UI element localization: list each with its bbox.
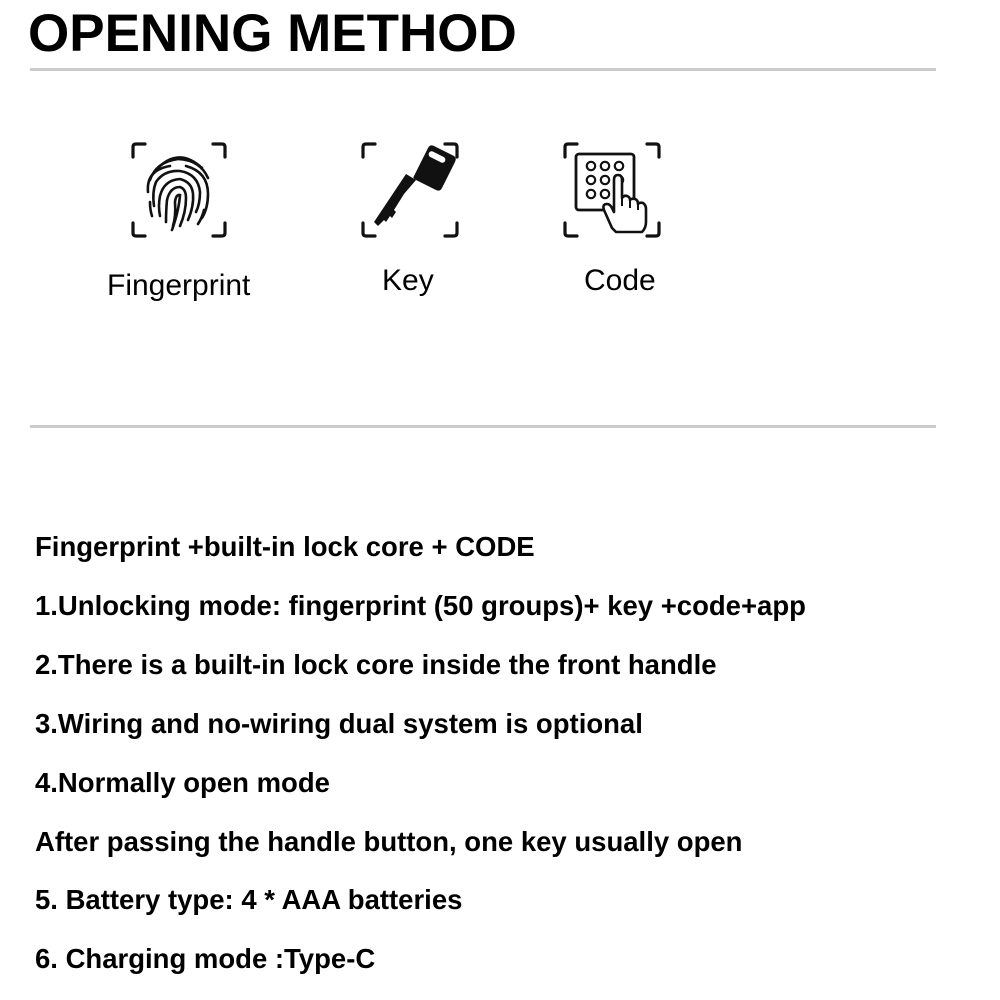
method-label-key: Key [382, 264, 434, 297]
feature-line: 4.Normally open mode [35, 766, 330, 798]
method-label-fingerprint: Fingerprint [107, 269, 251, 302]
feature-line: 3.Wiring and no-wiring dual system is optional [35, 707, 643, 739]
middle-divider [30, 425, 936, 428]
feature-line: 1.Unlocking mode: fingerprint (50 groups)+ key +code+app [35, 589, 806, 621]
fingerprint-icon [128, 140, 230, 240]
method-label-code: Code [584, 264, 656, 297]
page-title: OPENING METHOD [28, 4, 517, 63]
feature-line: Fingerprint +built-in lock core + CODE [35, 531, 535, 562]
feature-line: 5. Battery type: 4 * AAA batteries [35, 884, 463, 916]
feature-list [35, 518, 806, 989]
keypad-code-icon [560, 140, 664, 240]
feature-line: 2.There is a built-in lock core inside the front handle [35, 648, 717, 680]
top-divider [30, 68, 936, 71]
key-icon [358, 140, 462, 240]
feature-line: 6. Charging mode :Type-C [35, 943, 376, 975]
feature-line: After passing the handle button, one key usually open [35, 825, 743, 857]
